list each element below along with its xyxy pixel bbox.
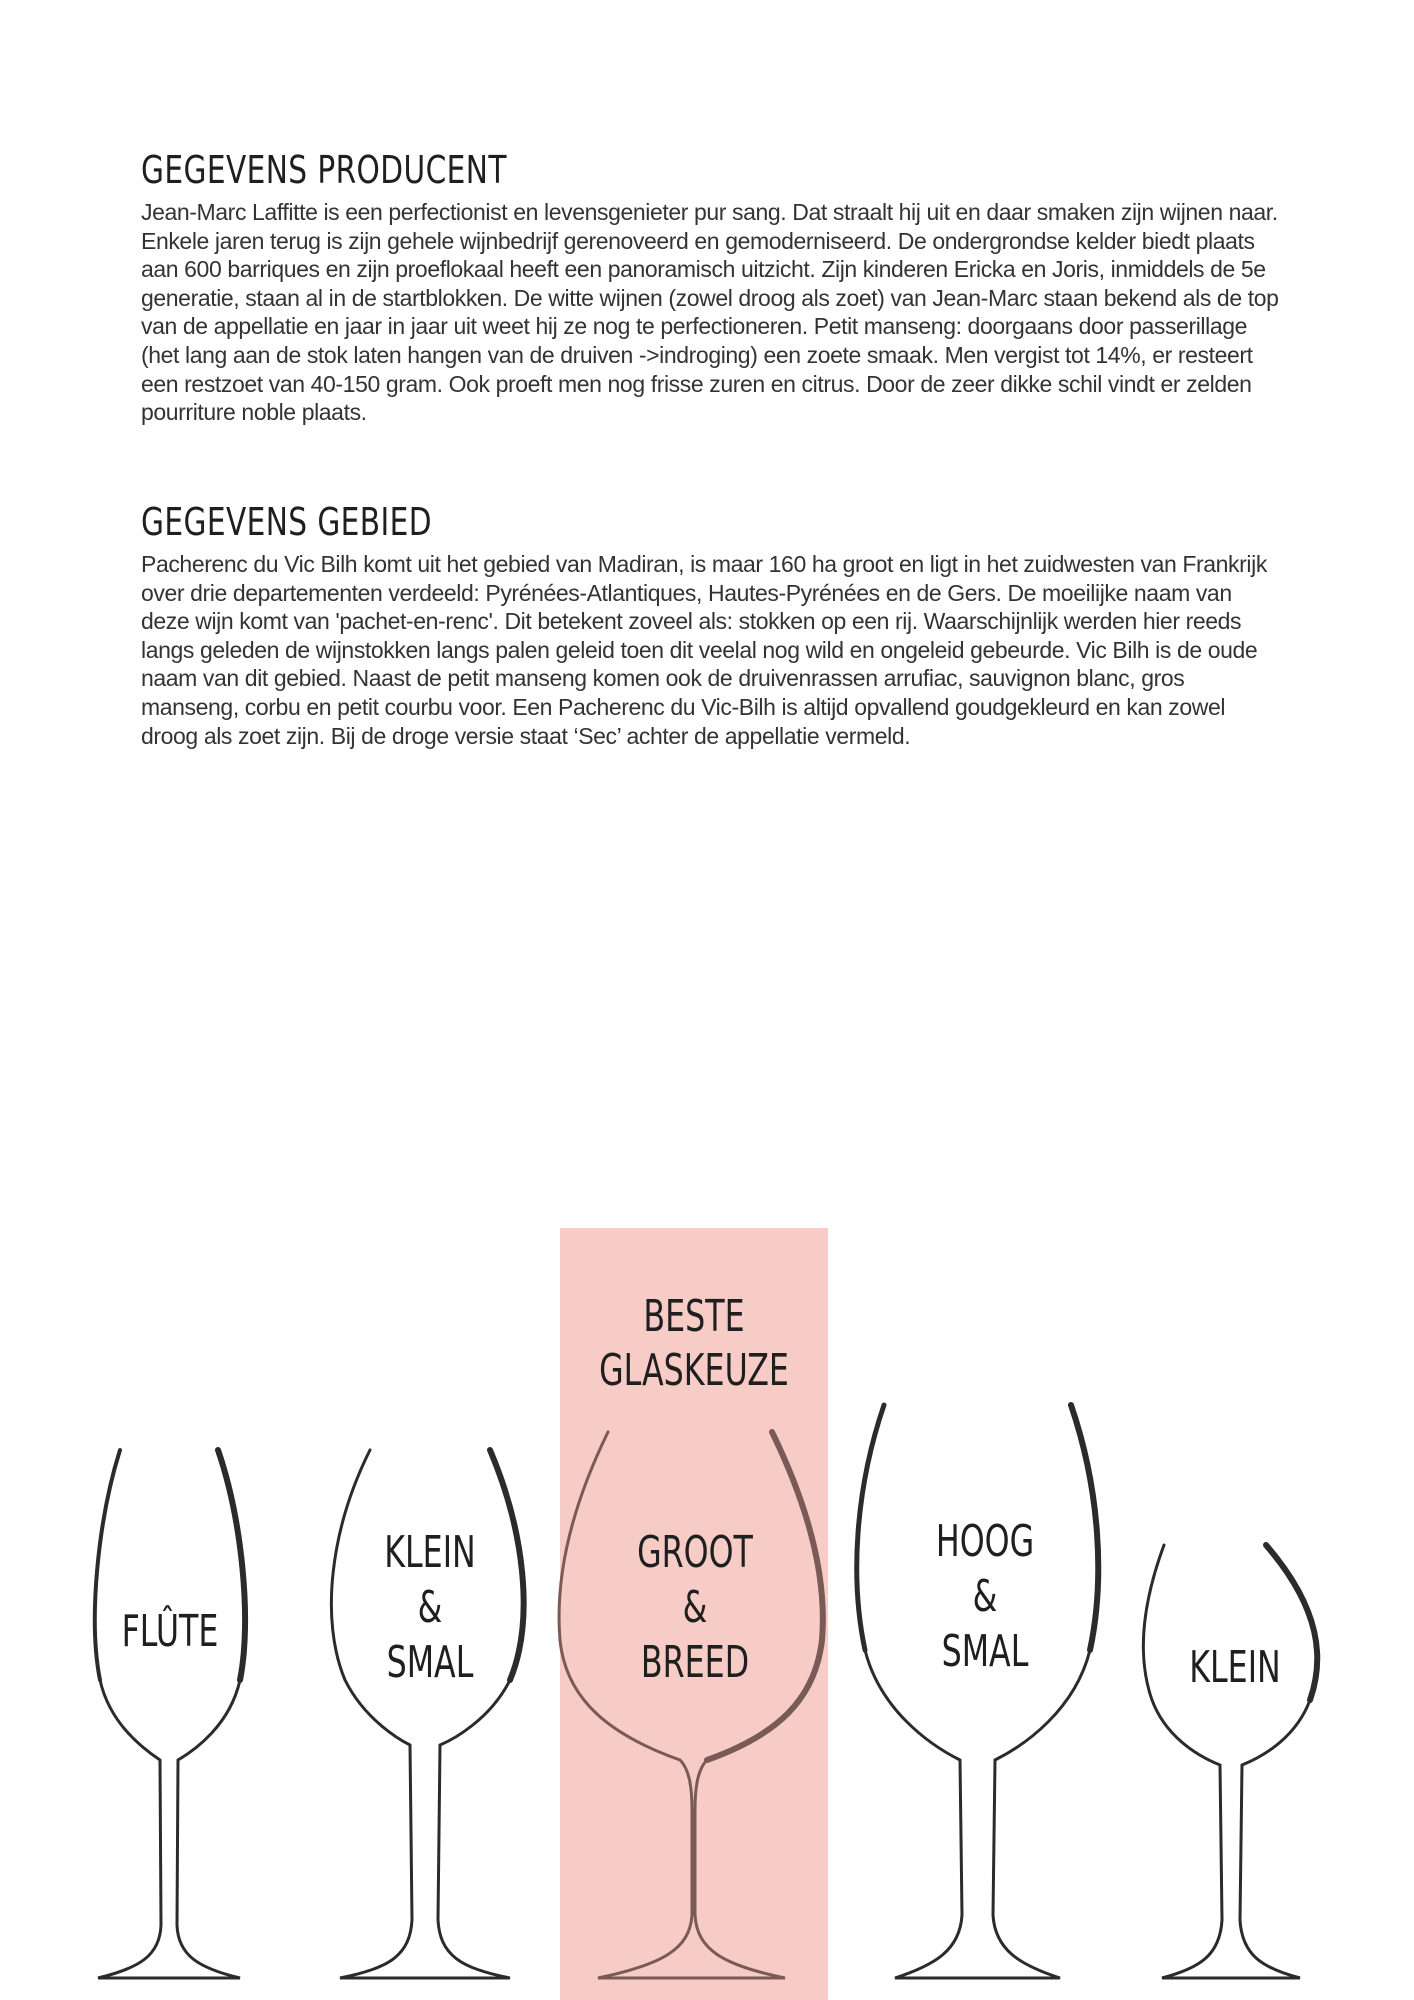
glass-label-small-narrow-line3: SMAL: [386, 1637, 474, 1688]
region-title: GEGEVENS GEBIED: [141, 500, 432, 544]
glass-label-small-narrow-line2: &: [417, 1582, 443, 1633]
glass-label-flute-line1: FLÛTE: [121, 1606, 219, 1657]
glass-label-small: [1160, 1640, 1310, 1695]
glass-label-tall-narrow-line3: SMAL: [941, 1626, 1029, 1677]
glass-label-large-wide-line1: GROOT: [637, 1527, 753, 1578]
glass-label-tall-narrow-line2: &: [972, 1571, 998, 1622]
flute-glass-icon: [95, 1450, 245, 1978]
best-glass-label-line1: BESTE: [643, 1291, 745, 1342]
glass-label-tall-narrow: [900, 1514, 1070, 1679]
glass-label-small-line1: KLEIN: [1189, 1642, 1281, 1693]
best-glass-label-line2: GLASKEUZE: [599, 1345, 789, 1396]
producer-text: Jean-Marc Laffitte is een perfectionist en levensgenieter pur sang. Dat straalt hij uit en daar smaken zijn wijnen naar. Enkele jaren terug is zijn gehele wijnbedrijf gerenoveerd en gemoderniseerd. De ondergrondse kelder biedt plaats aan 600 barriques en zijn proeflokaal heeft een panoramisch uitzicht. Zijn kinderen Ericka en Joris, inmiddels de 5e generatie, staan al in de startblokken. De witte wijnen (zowel droog als zoet) van Jean-Marc staan bekend als de top van de appellatie en jaar in jaar uit weet hij ze nog te perfectioneren. Petit manseng: doorgaans door passerillage (het lang aan de stok laten hangen van de druiven ->indroging) een zoete smaak. Men vergist tot 14%, er resteert een restzoet van 40-150 gram. Ook proeft men nog frisse zuren en citrus. Door de zeer dikke schil vindt er zelden pourriture noble plaats.: [141, 199, 1279, 426]
glass-label-small-narrow-line1: KLEIN: [384, 1527, 476, 1578]
glass-label-large-wide-line3: BREED: [640, 1637, 750, 1688]
large-wide-glass-icon: [559, 1432, 823, 1978]
glass-label-tall-narrow-line1: HOOG: [935, 1516, 1035, 1567]
tall-narrow-glass-icon: [857, 1405, 1098, 1978]
glass-label-small-narrow: [350, 1525, 510, 1690]
glass-label-large-wide-line2: &: [682, 1582, 708, 1633]
glass-label-large-wide: [610, 1525, 780, 1690]
small-glass-icon: [1143, 1545, 1317, 1978]
region-text: Pacherenc du Vic Bilh komt uit het gebied van Madiran, is maar 160 ha groot en ligt in het zuidwesten van Frankrijk over drie departementen verdeeld: Pyrénées-Atlantiques, Hautes-Pyrénées en de Gers. De moeilijke naam van deze wijn komt van 'pachet-en-renc'. Dit betekent zoveel als: stokken op een rij. Waarschijnlijk werden hier reeds langs geleden de wijnstokken langs palen geleid toen dit veelal nog wild en ongeleid gebeurde. Vic Bilh is de oude naam van dit gebied. Naast de petit manseng komen ook de druivenrassen arrufiac, sauvignon blanc, gros manseng, corbu en petit courbu voor. Een Pacherenc du Vic-Bilh is altijd opvallend goudgekleurd en kan zowel droog als zoet zijn. Bij de droge versie staat ‘Sec’ achter de appellatie vermeld.: [141, 551, 1267, 749]
producer-title: GEGEVENS PRODUCENT: [141, 148, 507, 192]
glass-label-flute: [100, 1604, 240, 1659]
